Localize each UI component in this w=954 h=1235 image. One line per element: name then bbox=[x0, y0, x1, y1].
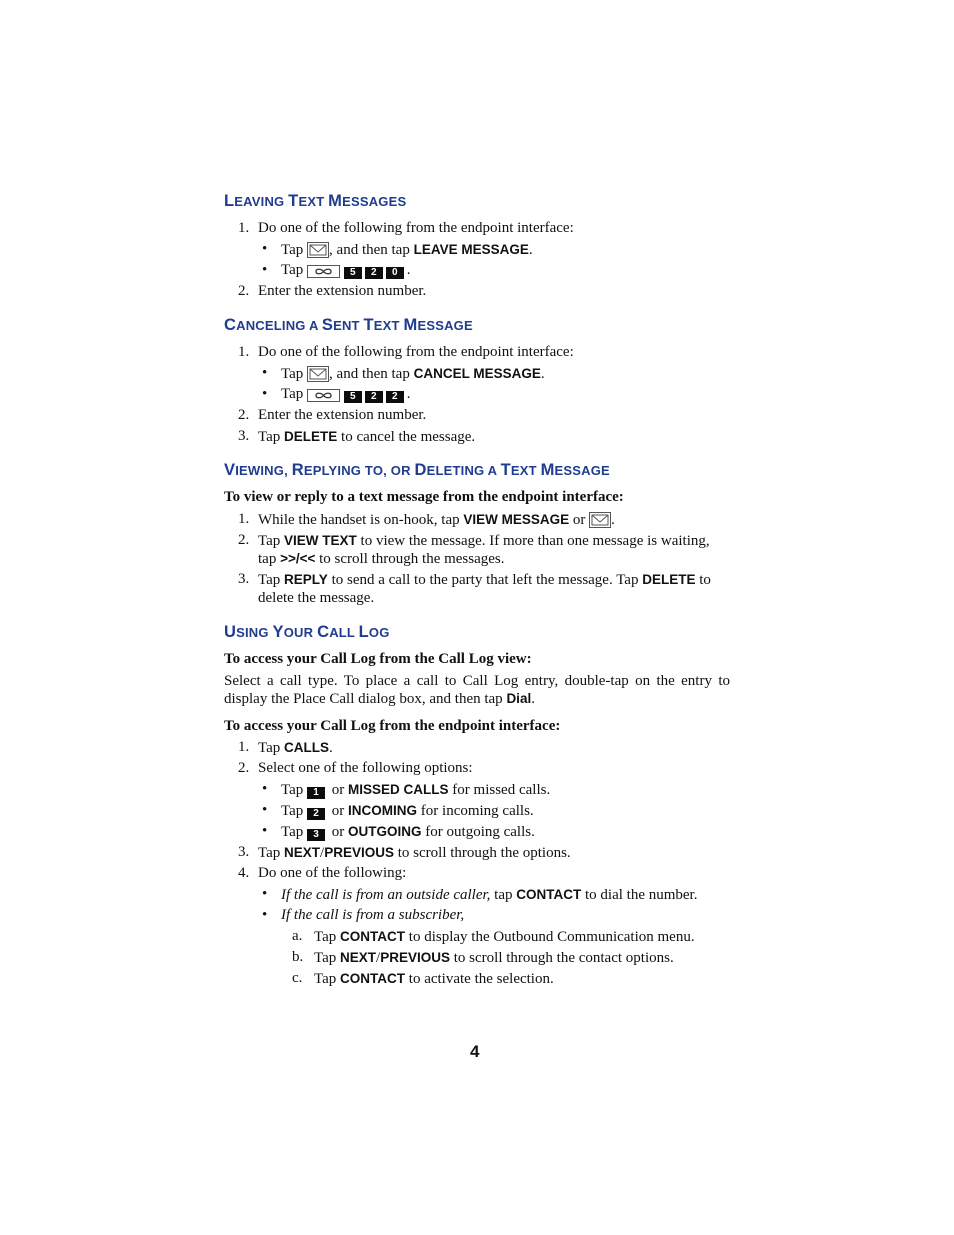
bullet-text: Tap 5 2 0 . bbox=[281, 261, 411, 284]
step-number: 1. bbox=[238, 220, 250, 236]
bullet-text: Tap 1 or MISSED CALLS for missed calls. bbox=[281, 782, 551, 798]
bullet-text: Tap , and then tap LEAVE MESSAGE. bbox=[281, 240, 533, 264]
heading-canceling-sent-text-message: CANCELING A SENT TEXT MESSAGE bbox=[224, 316, 473, 334]
step-text: While the handset is on-hook, tap VIEW MESSAGE or . bbox=[258, 510, 615, 534]
bullet: • bbox=[262, 262, 268, 278]
step-text: Enter the extension number. bbox=[258, 407, 427, 423]
substep-text: Tap CONTACT to activate the selection. bbox=[314, 971, 554, 987]
page-number: 4 bbox=[470, 1042, 480, 1061]
bullet-text: If the call is from a subscriber, bbox=[281, 907, 465, 923]
bullet: • bbox=[262, 823, 268, 839]
key-3: 3 bbox=[307, 829, 325, 841]
step-text: Enter the extension number. bbox=[258, 283, 427, 299]
bullet: • bbox=[262, 802, 268, 818]
bullet: • bbox=[262, 907, 268, 923]
heading-using-your-call-log: USING YOUR CALL LOG bbox=[224, 623, 390, 641]
substep-label: a. bbox=[292, 928, 303, 944]
procedure-title: To view or reply to a text message from the endpoint interface: bbox=[224, 489, 624, 505]
step-text: Tap DELETE to cancel the message. bbox=[258, 429, 476, 445]
procedure-title: To access your Call Log from the endpoint interface: bbox=[224, 718, 561, 734]
step-number: 3. bbox=[238, 428, 250, 444]
step-text: Tap REPLY to send a call to the party that left the message. Tap DELETE to bbox=[258, 572, 711, 588]
key-5: 5 bbox=[344, 267, 362, 279]
bullet-text: Tap 3 or OUTGOING for outgoing calls. bbox=[281, 824, 535, 840]
step-text: Do one of the following from the endpoint interface: bbox=[258, 220, 574, 236]
step-number: 2. bbox=[238, 283, 250, 299]
key-0: 0 bbox=[386, 267, 404, 279]
step-text-continued: tap >>/<< to scroll through the messages. bbox=[258, 551, 505, 567]
step-text: Tap CALLS. bbox=[258, 740, 333, 756]
key-2: 2 bbox=[386, 391, 404, 403]
step-text: Tap VIEW TEXT to view the message. If more than one message is waiting, bbox=[258, 533, 710, 549]
step-number: 2. bbox=[238, 532, 250, 548]
paragraph: Select a call type. To place a call to Call Log entry, double-tap on the entry to display the Place Call dialog box, and then tap Dial. bbox=[224, 673, 730, 707]
step-number: 4. bbox=[238, 865, 250, 881]
step-text: Select one of the following options: bbox=[258, 760, 473, 776]
step-number: 2. bbox=[238, 407, 250, 423]
step-text: Do one of the following from the endpoint interface: bbox=[258, 344, 574, 360]
step-number: 3. bbox=[238, 571, 250, 587]
step-number: 3. bbox=[238, 844, 250, 860]
bullet: • bbox=[262, 241, 268, 257]
key-2: 2 bbox=[307, 808, 325, 820]
substep-label: b. bbox=[292, 949, 304, 965]
heading-viewing-replying-deleting: VIEWING, REPLYING TO, OR DELETING A TEXT MESSAGE bbox=[224, 461, 610, 479]
key-5: 5 bbox=[344, 391, 362, 403]
bullet-text: Tap , and then tap CANCEL MESSAGE. bbox=[281, 364, 545, 388]
substep-text: Tap NEXT/PREVIOUS to scroll through the contact options. bbox=[314, 950, 674, 966]
bullet: • bbox=[262, 886, 268, 902]
bullet-text: If the call is from an outside caller, tap CONTACT to dial the number. bbox=[281, 887, 698, 903]
step-text-continued: delete the message. bbox=[258, 590, 375, 606]
step-number: 1. bbox=[238, 344, 250, 360]
substep-label: c. bbox=[292, 970, 303, 986]
step-text: Do one of the following: bbox=[258, 865, 407, 881]
bullet-text: Tap 5 2 2 . bbox=[281, 385, 411, 408]
heading-leaving-text-messages: LEAVING TEXT MESSAGES bbox=[224, 192, 407, 210]
key-1: 1 bbox=[307, 787, 325, 799]
key-2: 2 bbox=[365, 267, 383, 279]
step-number: 1. bbox=[238, 511, 250, 527]
substep-text: Tap CONTACT to display the Outbound Communication menu. bbox=[314, 929, 695, 945]
step-number: 1. bbox=[238, 739, 250, 755]
step-number: 2. bbox=[238, 760, 250, 776]
step-text: Tap NEXT/PREVIOUS to scroll through the options. bbox=[258, 845, 571, 861]
bullet: • bbox=[262, 365, 268, 381]
bullet: • bbox=[262, 781, 268, 797]
procedure-title: To access your Call Log from the Call Log view: bbox=[224, 651, 532, 667]
key-2: 2 bbox=[365, 391, 383, 403]
bullet: • bbox=[262, 386, 268, 402]
bullet-text: Tap 2 or INCOMING for incoming calls. bbox=[281, 803, 534, 819]
